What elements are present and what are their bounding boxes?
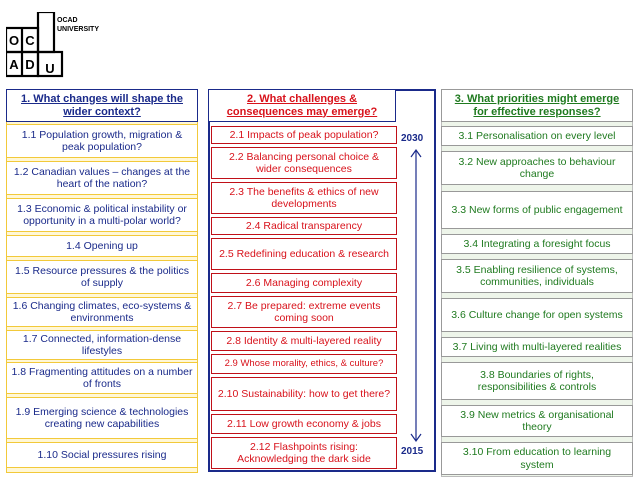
column2-item: 2.10 Sustainability: how to get there? bbox=[211, 377, 397, 411]
column1-item: 1.8 Fragmenting attitudes on a number of fronts bbox=[6, 362, 198, 394]
column3-item: 3.10 From education to learning system bbox=[441, 442, 633, 475]
column3-item: 3.3 New forms of public engagement bbox=[441, 191, 633, 229]
column2-item: 2.5 Redefining education & research bbox=[211, 238, 397, 270]
column1-item: 1.10 Social pressures rising bbox=[6, 442, 198, 468]
logo-letter-o: O bbox=[8, 33, 20, 48]
column2-item: 2.12 Flashpoints rising: Acknowledging the dark side bbox=[211, 437, 397, 469]
column3-item: 3.2 New approaches to behaviour change bbox=[441, 151, 633, 185]
column2-item: 2.6 Managing complexity bbox=[211, 273, 397, 293]
column2-item: 2.2 Balancing personal choice & wider consequences bbox=[211, 147, 397, 179]
column1-item: 1.9 Emerging science & technologies creating new capabilities bbox=[6, 397, 198, 439]
column1-item: 1.4 Opening up bbox=[6, 235, 198, 257]
column3-item: 3.6 Culture change for open systems bbox=[441, 298, 633, 332]
column3-item: 3.8 Boundaries of rights, responsibilities & controls bbox=[441, 362, 633, 400]
column2-item: 2.9 Whose morality, ethics, & culture? bbox=[211, 354, 397, 374]
svg-text:UNIVERSITY: UNIVERSITY bbox=[57, 26, 100, 33]
column2-item: 2.8 Identity & multi-layered reality bbox=[211, 331, 397, 351]
column2-title: 2. What challenges & consequences may emerge? bbox=[208, 89, 396, 122]
column3-item: 3.9 New metrics & organisational theory bbox=[441, 405, 633, 437]
column2-item: 2.7 Be prepared: extreme events coming soon bbox=[211, 296, 397, 328]
column1-title: 1. What changes will shape the wider context? bbox=[6, 89, 198, 122]
timeline-arrow bbox=[408, 147, 424, 444]
column3-item: 3.7 Living with multi-layered realities bbox=[441, 337, 633, 357]
column1-item: 1.7 Connected, information-dense lifestyles bbox=[6, 330, 198, 360]
column3-title: 3. What priorities might emerge for effective responses? bbox=[441, 89, 633, 122]
column2-item: 2.4 Radical transparency bbox=[211, 217, 397, 235]
column1-item: 1.3 Economic & political instability or opportunity in a multi-polar world? bbox=[6, 198, 198, 232]
ocad-university-logo bbox=[6, 12, 102, 78]
column3-item: 3.4 Integrating a foresight focus bbox=[441, 234, 633, 254]
logo-letter-a: A bbox=[9, 57, 19, 72]
column2-item: 2.1 Impacts of peak population? bbox=[211, 126, 397, 144]
column1-item: 1.6 Changing climates, eco-systems & environments bbox=[6, 297, 198, 327]
column1-item: 1.5 Resource pressures & the politics of supply bbox=[6, 260, 198, 294]
timeline-start-year: 2030 bbox=[401, 133, 424, 144]
column1-item: 1.1 Population growth, migration & peak population? bbox=[6, 124, 198, 158]
logo-letter-c: C bbox=[25, 33, 35, 48]
timeline-end-year: 2015 bbox=[401, 446, 424, 457]
logo-letter-u: U bbox=[45, 61, 55, 76]
column2-item: 2.3 The benefits & ethics of new developments bbox=[211, 182, 397, 214]
column3-item: 3.5 Enabling resilience of systems, communities, individuals bbox=[441, 259, 633, 293]
column2-item: 2.11 Low growth economy & jobs bbox=[211, 414, 397, 434]
svg-text:OCAD: OCAD bbox=[57, 17, 78, 24]
column3-item: 3.1 Personalisation on every level bbox=[441, 126, 633, 146]
column1-item: 1.2 Canadian values – changes at the heart of the nation? bbox=[6, 161, 198, 195]
logo-letter-d: D bbox=[25, 57, 35, 72]
